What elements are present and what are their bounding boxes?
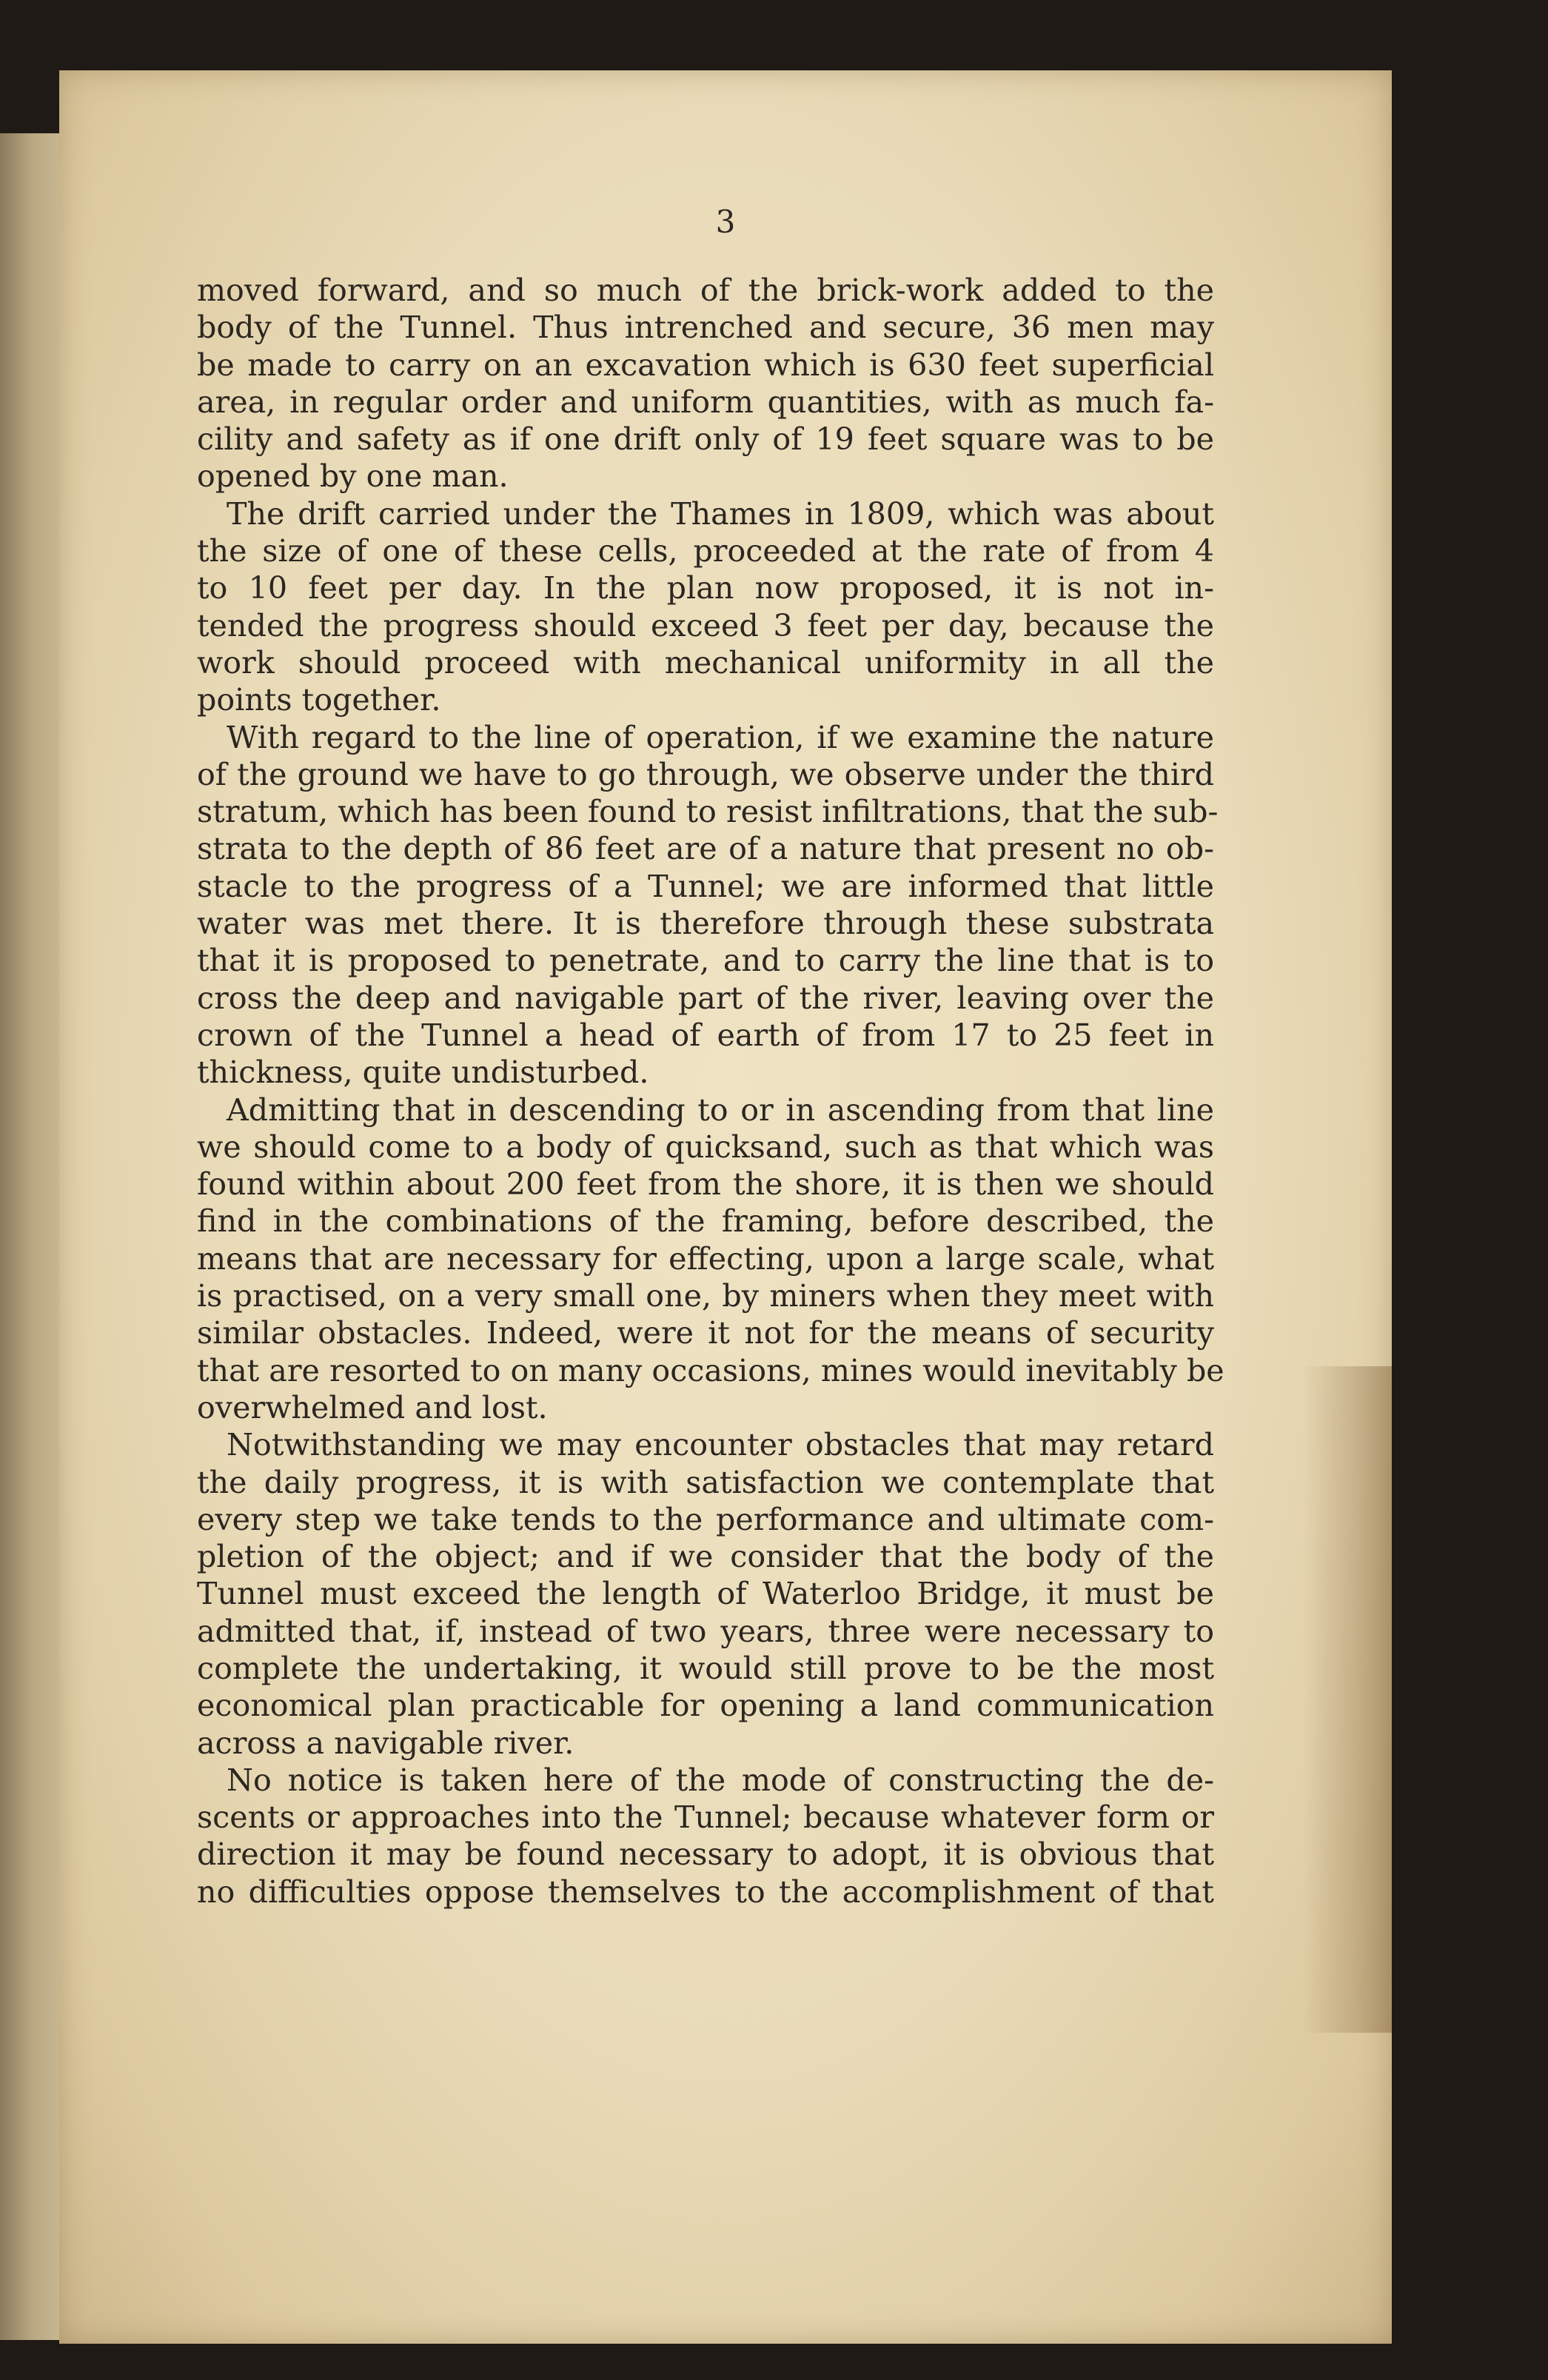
- text-line: moved forward, and so much of the brick-work added to the: [197, 273, 1214, 308]
- text-line: cross the deep and navigable part of the river, leaving over the: [197, 980, 1214, 1016]
- text-line: to 10 feet per day. In the plan now proposed, it is not in-: [197, 570, 1214, 606]
- text-line: admitted that, if, instead of two years, three were necessary to: [197, 1613, 1214, 1649]
- book-page: [59, 70, 1392, 2344]
- text-line: pletion of the object; and if we consider that the body of the: [197, 1539, 1214, 1575]
- text-line: scents or approaches into the Tunnel; because whatever form or: [197, 1799, 1214, 1836]
- text-line: means that are necessary for effecting, upon a large scale, what: [197, 1240, 1214, 1277]
- text-line: is practised, on a very small one, by miners when they meet with: [197, 1278, 1214, 1314]
- text-line: direction it may be found necessary to adopt, it is obvious that: [197, 1836, 1214, 1873]
- paragraph-4: [197, 1092, 1224, 1427]
- text-line: the daily progress, it is with satisfaction we contemplate that: [197, 1464, 1214, 1500]
- text-line: no difficulties oppose themselves to the accomplishment of that: [197, 1873, 1214, 1910]
- text-line: crown of the Tunnel a head of earth of from 17 to 25 feet in: [197, 1017, 1214, 1053]
- text-line: across a navigable river.: [197, 1725, 574, 1761]
- paragraph-1: [197, 272, 1214, 495]
- paragraph-2: [197, 495, 1214, 719]
- text-line: thickness, quite undisturbed.: [197, 1054, 649, 1091]
- text-line: stratum, which has been found to resist infiltrations, that the sub-: [197, 794, 1219, 830]
- text-line: every step we take tends to the performance and ultimate com-: [197, 1501, 1214, 1537]
- page-edge-stain: [1303, 1366, 1392, 2033]
- text-line: water was met there. It is therefore through these substrata: [197, 906, 1214, 942]
- text-line: overwhelmed and lost.: [197, 1389, 548, 1425]
- text-line: strata to the depth of 86 feet are of a nature that present no ob-: [197, 831, 1214, 867]
- text-line: opened by one man.: [197, 458, 509, 495]
- text-line: found within about 200 feet from the shore, it is then we should: [197, 1166, 1214, 1203]
- body-text: [197, 272, 1224, 1911]
- text-line: be made to carry on an excavation which is 630 feet superficial: [197, 347, 1214, 383]
- text-line: we should come to a body of quicksand, such as that which was: [197, 1129, 1214, 1165]
- text-line: area, in regular order and uniform quantities, with as much fa-: [197, 384, 1214, 420]
- paragraph-5: [197, 1426, 1214, 1762]
- text-line: The drift carried under the Thames in 1809, which was about: [227, 495, 1214, 532]
- text-line: Tunnel must exceed the length of Waterloo Bridge, it must be: [197, 1576, 1214, 1612]
- text-line: of the ground we have to go through, we observe under the third: [197, 756, 1214, 792]
- page-number: 3: [715, 204, 736, 240]
- text-line: economical plan practicable for opening a land communication: [197, 1688, 1214, 1724]
- text-line: With regard to the line of operation, if we examine the nature: [227, 719, 1214, 755]
- text-line: points together.: [197, 682, 441, 718]
- text-line: complete the undertaking, it would still prove to be the most: [197, 1650, 1214, 1686]
- text-line: the size of one of these cells, proceeded at the rate of from 4: [197, 533, 1214, 569]
- text-line: work should proceed with mechanical uniformity in all the: [197, 644, 1214, 681]
- text-line: Admitting that in descending to or in ascending from that line: [227, 1092, 1214, 1128]
- text-line: that are resorted to on many occasions, mines would inevitably be: [197, 1352, 1224, 1388]
- text-line: No notice is taken here of the mode of constructing the de-: [227, 1762, 1214, 1798]
- paragraph-3: [197, 719, 1219, 1092]
- text-line: that it is proposed to penetrate, and to carry the line that is to: [197, 943, 1214, 979]
- paragraph-6: [197, 1762, 1214, 1911]
- text-line: find in the combinations of the framing, before described, the: [197, 1203, 1214, 1240]
- text-line: Notwithstanding we may encounter obstacles that may retard: [227, 1427, 1214, 1463]
- text-line: similar obstacles. Indeed, were it not for the means of security: [197, 1315, 1214, 1351]
- text-line: body of the Tunnel. Thus intrenched and secure, 36 men may: [197, 310, 1214, 346]
- text-line: cility and safety as if one drift only of 19 feet square was to be: [197, 421, 1214, 458]
- text-line: tended the progress should exceed 3 feet per day, because the: [197, 607, 1214, 644]
- text-line: stacle to the progress of a Tunnel; we are informed that little: [197, 868, 1214, 904]
